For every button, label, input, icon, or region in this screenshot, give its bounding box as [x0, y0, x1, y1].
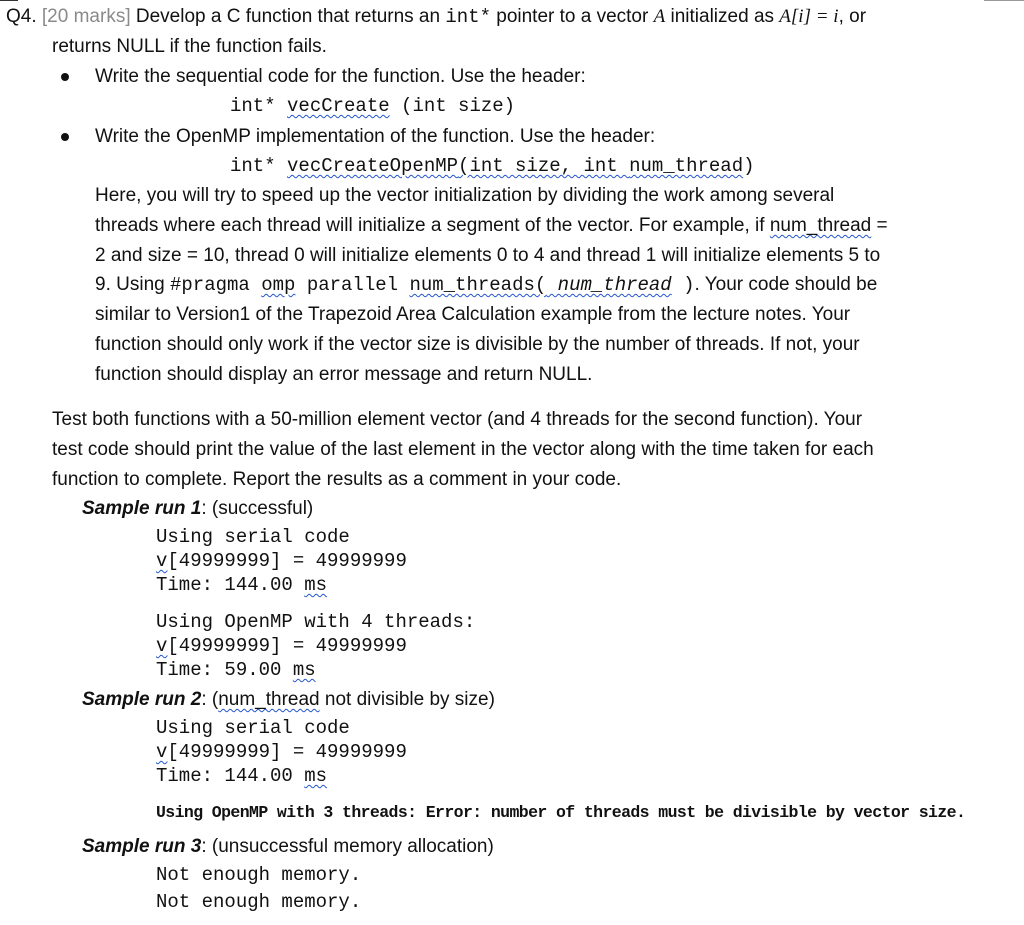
run1-serial-line-1: Using serial code — [156, 526, 350, 548]
run1-openmp-line-1: Using OpenMP with 4 threads: — [156, 611, 476, 633]
question-marks: [20 marks] — [41, 6, 131, 27]
sample-run-2-num-thread: num_thread — [218, 689, 320, 710]
run1-serial-value: [49999999] = 49999999 — [167, 550, 407, 572]
run2-serial-line-1: Using serial code — [156, 717, 350, 739]
para1-line-1: Here, you will try to speed up the vector initialization by dividing the work among several — [95, 185, 835, 206]
sample-run-2-note-c: not divisible by size) — [319, 689, 495, 710]
run2-serial-ms: ms — [304, 765, 328, 787]
run2-openmp-error: Using OpenMP with 3 threads: Error: number of threads must be divisible by vector size. — [156, 803, 966, 822]
para1-line-6: function should only work if the vector size is divisible by the number of threads. If not, your — [95, 334, 860, 355]
intro-text-4: , or — [838, 6, 867, 27]
header-2-prefix: int* — [230, 155, 288, 177]
para1-num-threads: num_threads( — [409, 274, 547, 296]
run2-serial-line-3 — [156, 763, 327, 789]
run3-line-2: Not enough memory. — [156, 891, 362, 913]
para1-num-thread-arg: num_thread — [546, 274, 672, 296]
sample-run-2-note-a: : ( — [201, 689, 219, 710]
sample-run-3-heading — [82, 834, 494, 860]
intro-text-1: Develop a C function that returns an — [135, 6, 446, 27]
run2-serial-value: [49999999] = 49999999 — [167, 741, 407, 763]
run3-line-1: Not enough memory. — [156, 864, 362, 886]
intro-math-expr: A[i] = i — [779, 6, 839, 27]
bullet-1-header — [230, 93, 515, 119]
run2-serial-line-2 — [156, 739, 407, 765]
run2-serial-time: Time: 144.00 — [156, 765, 305, 787]
para1-l2c: = — [871, 215, 888, 236]
run1-serial-line-3 — [156, 572, 327, 598]
run1-serial-v: v — [156, 550, 168, 572]
run1-serial-ms: ms — [304, 574, 328, 596]
sample-run-1-heading — [82, 496, 313, 522]
question-number: Q4. — [6, 6, 37, 27]
intro-code: int* — [445, 6, 491, 28]
intro-math-a: A — [653, 6, 666, 27]
header-2-mid: (int size, int — [458, 155, 630, 177]
run1-openmp-ms: ms — [292, 659, 316, 681]
header-1-name: vecCreate — [287, 95, 390, 117]
sample-run-1-note: : (successful) — [201, 498, 314, 519]
bullet-2-header — [230, 153, 755, 179]
bullet-icon — [61, 73, 69, 81]
intro-text-2: pointer to a vector — [490, 6, 654, 27]
sample-run-3-note: : (unsuccessful memory allocation) — [201, 836, 494, 857]
header-1-prefix: int* — [230, 95, 288, 117]
para1-line-3: 2 and size = 10, thread 0 will initialize elements 0 to 4 and thread 1 will initialize elements 5 to — [95, 245, 881, 266]
sample-run-3-label: Sample run 3 — [82, 836, 202, 857]
run1-serial-time: Time: 144.00 — [156, 574, 305, 596]
question-intro-line-2: returns NULL if the function fails. — [52, 36, 327, 57]
run1-openmp-v: v — [156, 635, 168, 657]
bullet-icon — [61, 133, 69, 141]
sample-run-1-label: Sample run 1 — [82, 498, 202, 519]
para1-omp: omp — [261, 274, 296, 296]
run2-serial-v: v — [156, 741, 168, 763]
para1-close-paren: ) — [671, 274, 695, 296]
sample-run-2-heading — [82, 687, 495, 713]
run1-openmp-line-2 — [156, 633, 407, 659]
para2-line-3: function to complete. Report the results as a comment in your code. — [52, 469, 622, 490]
para1-pragma: #pragma — [169, 274, 262, 296]
para1-l4h: . Your code should be — [694, 274, 878, 295]
header-2-end: ) — [743, 155, 755, 177]
para1-parallel: parallel — [295, 274, 410, 296]
top-rule-right — [984, 0, 1024, 1]
run1-openmp-time: Time: 59.00 — [156, 659, 293, 681]
run1-serial-line-2 — [156, 548, 407, 574]
bullet-1-text: Write the sequential code for the function. Use the header: — [95, 66, 586, 87]
para2-line-2: test code should print the value of the last element in the vector along with the time taken for each — [52, 439, 874, 460]
para1-l2a: threads where each thread will initialize a segment of the vector. For example, if — [95, 215, 770, 236]
para1-line-5: similar to Version1 of the Trapezoid Area Calculation example from the lecture notes. Your — [95, 304, 851, 325]
header-2-name: vecCreateOpenMP — [287, 155, 459, 177]
para1-line-2 — [95, 213, 888, 239]
header-2-arg: num_thread — [629, 155, 744, 177]
para2-line-1: Test both functions with a 50-million element vector (and 4 threads for the second function). Your — [52, 409, 863, 430]
intro-text-3: initialized as — [665, 6, 780, 27]
bullet-2-text: Write the OpenMP implementation of the function. Use the header: — [95, 126, 656, 147]
sample-run-2-label: Sample run 2 — [82, 689, 202, 710]
header-1-suffix: (int size) — [389, 95, 516, 117]
para1-line-4 — [95, 272, 877, 298]
para1-line-7: function should display an error message and return NULL. — [95, 364, 593, 385]
question-intro-line-1 — [6, 4, 866, 30]
top-rule-left — [0, 0, 18, 1]
para1-l4a: 9. Using — [95, 274, 170, 295]
run1-openmp-value: [49999999] = 49999999 — [167, 635, 407, 657]
para1-num-thread: num_thread — [769, 215, 872, 236]
run1-openmp-line-3 — [156, 657, 316, 683]
